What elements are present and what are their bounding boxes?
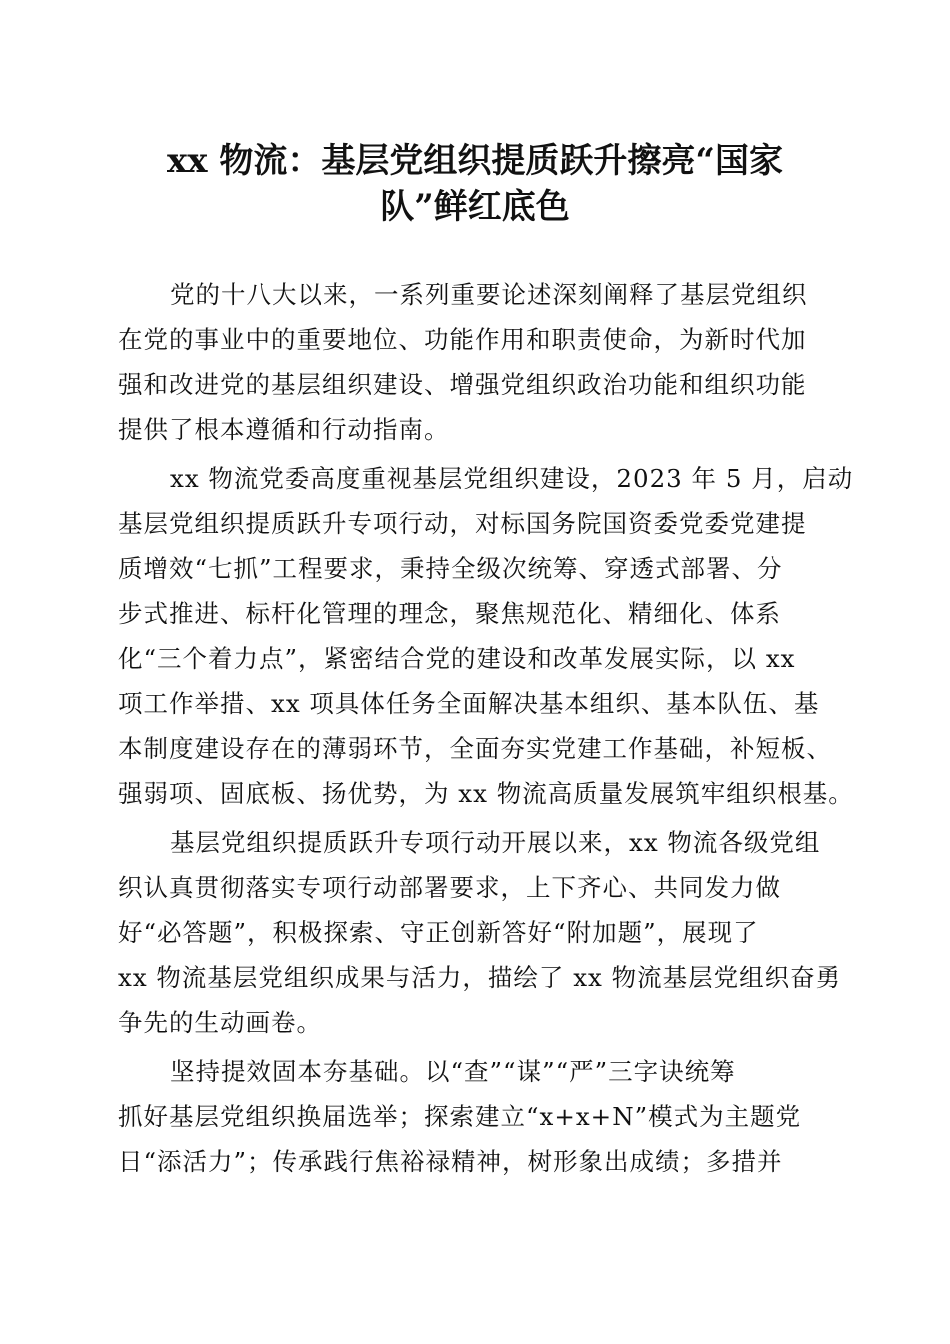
- paragraph-line: xx 物流党委高度重视基层党组织建设，2023 年 5 月，启动: [170, 464, 854, 493]
- paragraph-2: [118, 456, 854, 816]
- paragraph-line: 化“三个着力点”，紧密结合党的建设和改革发展实际，以 xx: [118, 644, 796, 673]
- paragraph-line: xx 物流基层党组织成果与活力，描绘了 xx 物流基层党组织奋勇: [118, 963, 842, 992]
- paragraph-line: 争先的生动画卷。: [118, 1008, 322, 1037]
- paragraph-line: 强弱项、固底板、扬优势，为 xx 物流高质量发展筑牢组织根基。: [118, 779, 854, 808]
- paragraph-line: 步式推进、标杆化管理的理念，聚焦规范化、精细化、体系: [118, 599, 781, 628]
- paragraph-line: 强和改进党的基层组织建设、增强党组织政治功能和组织功能: [118, 370, 807, 399]
- paragraph-line: 织认真贯彻落实专项行动部署要求，上下齐心、共同发力做: [118, 873, 781, 902]
- paragraph-line: 抓好基层党组织换届选举；探索建立“x+x+N”模式为主题党: [118, 1102, 802, 1131]
- paragraph-line: 基层党组织提质跃升专项行动，对标国务院国资委党委党建提: [118, 509, 807, 538]
- paragraph-3: [118, 820, 842, 1045]
- paragraph-line: 坚持提效固本夯基础。以“查”“谋”“严”三字诀统筹: [170, 1057, 736, 1086]
- document-body: [118, 272, 854, 1188]
- title-line-2: 队”鲜红底色: [380, 187, 570, 227]
- paragraph-line: 项工作举措、xx 项具体任务全面解决基本组织、基本队伍、基: [118, 689, 820, 718]
- paragraph-line: 好“必答题”，积极探索、守正创新答好“附加题”，展现了: [118, 918, 759, 947]
- paragraph-line: 基层党组织提质跃升专项行动开展以来，xx 物流各级党组: [170, 828, 821, 857]
- paragraph-line: 质增效“七抓”工程要求，秉持全级次统筹、穿透式部署、分: [118, 554, 783, 583]
- paragraph-line: 本制度建设存在的薄弱环节，全面夯实党建工作基础，补短板、: [118, 734, 832, 763]
- document-title: [120, 138, 830, 230]
- paragraph-line: 在党的事业中的重要地位、功能作用和职责使命，为新时代加: [118, 325, 807, 354]
- paragraph-4: [118, 1049, 834, 1184]
- title-line-1: xx 物流：基层党组织提质跃升擦亮“国家: [167, 141, 783, 181]
- paragraph-line: 日“添活力”；传承践行焦裕禄精神，树形象出成绩；多措并: [118, 1147, 783, 1176]
- paragraph-line: 提供了根本遵循和行动指南。: [118, 415, 450, 444]
- paragraph-line: 党的十八大以来，一系列重要论述深刻阐释了基层党组织: [170, 280, 808, 309]
- paragraph-1: [118, 272, 834, 452]
